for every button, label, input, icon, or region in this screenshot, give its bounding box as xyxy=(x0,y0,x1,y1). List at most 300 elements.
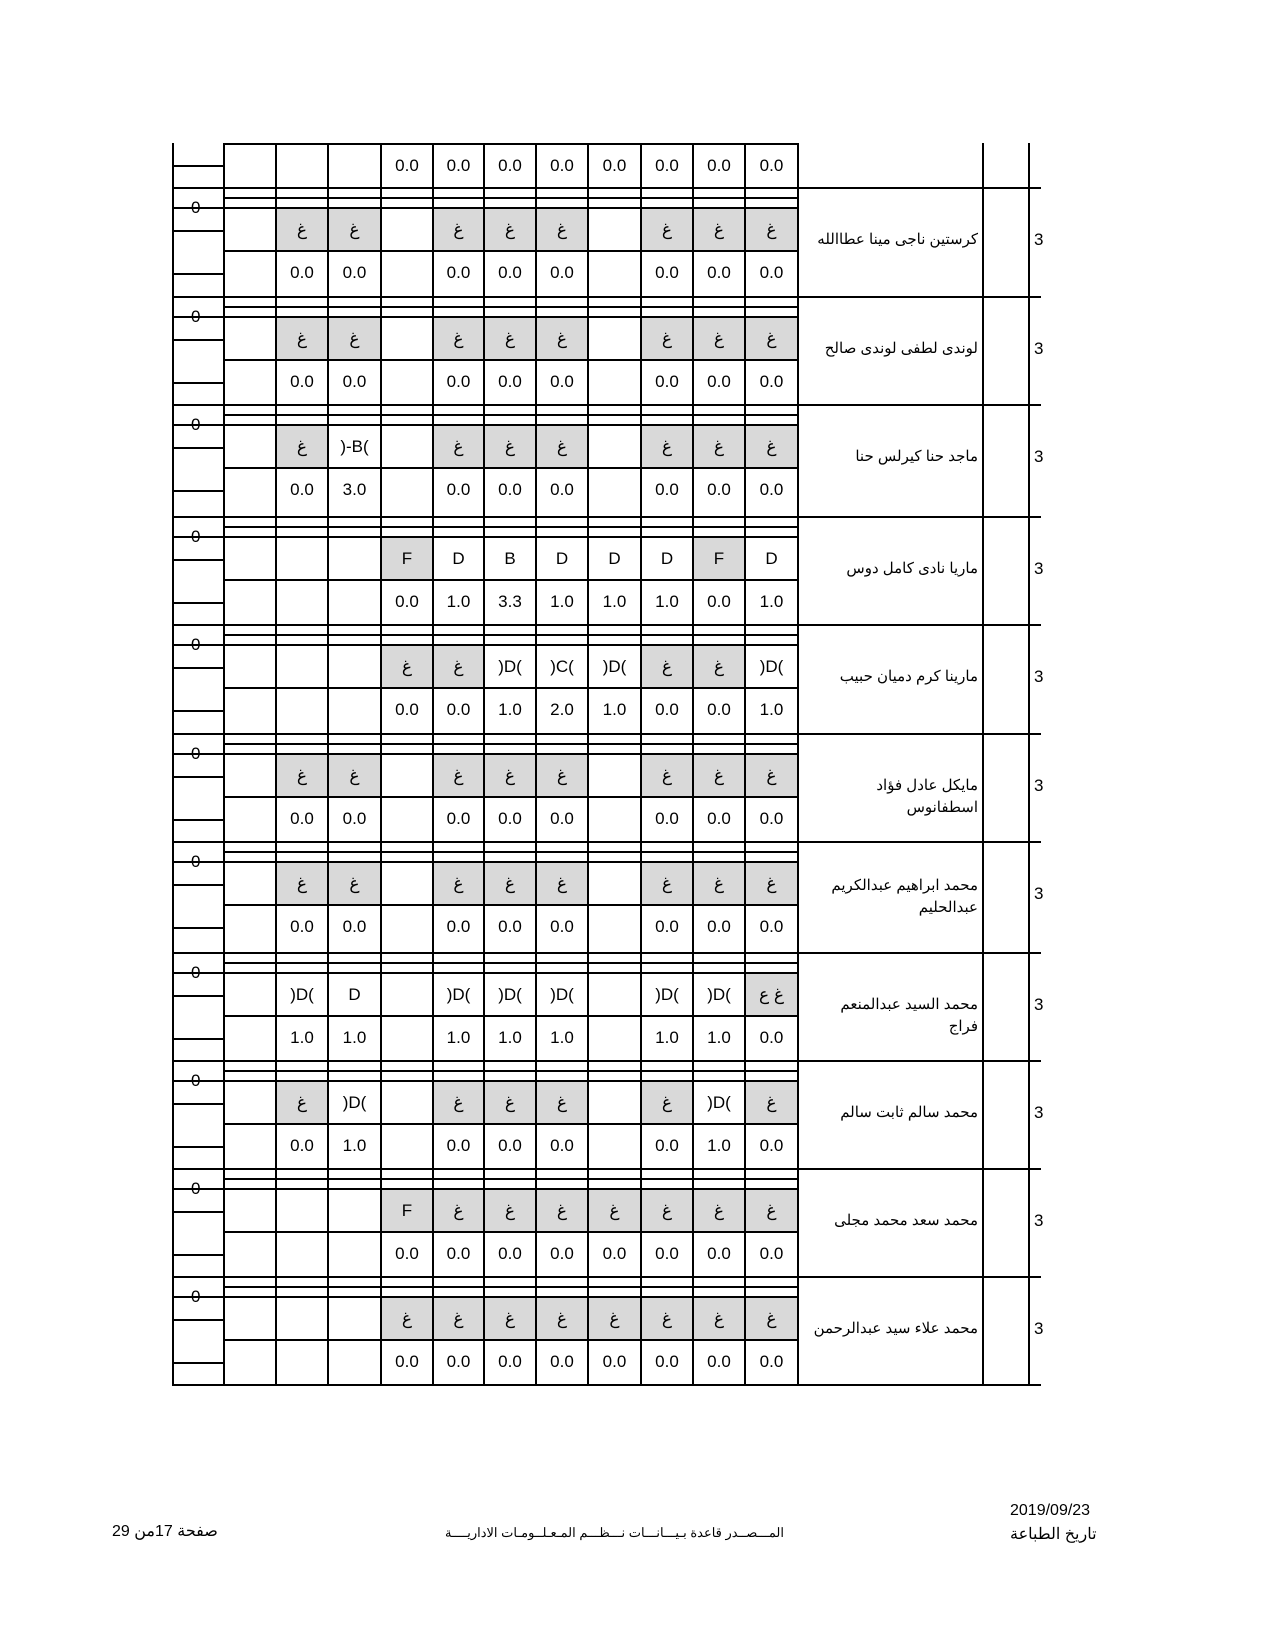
grade-cell: )D( xyxy=(275,972,327,1015)
student-name: مايكل عادل فؤاد اسطفانوس xyxy=(876,777,978,816)
table-hline xyxy=(223,796,797,798)
points-cell: 0.0 xyxy=(483,1123,535,1167)
points-cell: 0.0 xyxy=(275,904,327,948)
points-cell: 0.0 xyxy=(535,1231,587,1275)
points-cell: 0.0 xyxy=(692,359,744,403)
student-name: محمد ابراهيم عبدالكريم عبدالحليم xyxy=(831,877,978,916)
points-cell: 0.0 xyxy=(432,1123,483,1167)
print-date-label: تاريخ الطباعة xyxy=(1010,1526,1097,1543)
grade-cell: غ xyxy=(744,1296,797,1339)
points-cell: 0.0 xyxy=(380,1231,432,1275)
points-cell: 1.0 xyxy=(535,1015,587,1059)
table-hline xyxy=(172,207,223,209)
points-cell: 1.0 xyxy=(275,1015,327,1059)
points-cell: 0.0 xyxy=(744,1123,797,1167)
grade-cell: غ xyxy=(692,316,744,359)
table-cell: 0.0 xyxy=(483,143,535,187)
points-cell: 0.0 xyxy=(483,467,535,511)
grade-cell: غ xyxy=(275,316,327,359)
points-cell: 1.0 xyxy=(744,687,797,731)
table-vline xyxy=(535,143,537,1386)
grade-cell: F xyxy=(380,536,432,579)
table-vline xyxy=(380,143,382,1386)
points-cell: 1.0 xyxy=(587,687,640,731)
points-cell: 0.0 xyxy=(432,904,483,948)
table-vline xyxy=(223,143,225,1386)
student-level: 3 xyxy=(1034,1103,1044,1122)
points-cell: 0.0 xyxy=(692,579,744,623)
grade-cell: غ xyxy=(275,1080,327,1123)
student-level: 3 xyxy=(1034,884,1044,903)
grade-cell: غ xyxy=(692,1188,744,1231)
grade-cell: غ xyxy=(535,1080,587,1123)
grade-cell xyxy=(275,1188,327,1231)
points-cell xyxy=(587,1015,640,1059)
student-level: 3 xyxy=(1034,667,1044,686)
table-hline xyxy=(172,1362,223,1364)
student-level: 3 xyxy=(1034,559,1044,578)
points-cell: 0.0 xyxy=(327,796,380,840)
grade-cell: غ xyxy=(535,861,587,904)
grade-cell xyxy=(587,753,640,796)
block-subline xyxy=(223,306,797,308)
points-cell: 0.0 xyxy=(692,796,744,840)
grade-cell: غ xyxy=(275,753,327,796)
table-vline xyxy=(432,143,434,1386)
points-cell: 0.0 xyxy=(275,796,327,840)
points-cell xyxy=(327,579,380,623)
points-cell: 0.0 xyxy=(432,467,483,511)
table-hline xyxy=(172,1296,223,1298)
points-cell: 3.0 xyxy=(327,467,380,511)
grade-cell: غ xyxy=(535,753,587,796)
points-cell: 0.0 xyxy=(535,359,587,403)
table-vline xyxy=(327,143,329,1386)
points-cell: 0.0 xyxy=(692,1231,744,1275)
table-vline xyxy=(483,143,485,1386)
table-cell: 0.0 xyxy=(640,143,692,187)
points-cell: 0.0 xyxy=(275,1123,327,1167)
block-subline xyxy=(223,1178,797,1180)
points-cell: 0.0 xyxy=(535,250,587,294)
grade-cell: غ xyxy=(640,316,692,359)
points-cell: 0.0 xyxy=(640,1339,692,1383)
points-cell: 1.0 xyxy=(432,579,483,623)
grade-cell: )D( xyxy=(432,972,483,1015)
block-separator xyxy=(172,1060,1041,1062)
student-level: 3 xyxy=(1034,1211,1044,1230)
table-vline xyxy=(275,143,277,1386)
points-cell: 0.0 xyxy=(380,1339,432,1383)
table-hline xyxy=(223,687,797,689)
grade-cell: غ xyxy=(692,753,744,796)
points-cell xyxy=(380,359,432,403)
table-hline xyxy=(172,1103,223,1105)
points-cell: 0.0 xyxy=(692,250,744,294)
grade-cell xyxy=(327,644,380,687)
block-subline xyxy=(223,634,797,636)
grade-cell xyxy=(587,1080,640,1123)
table-left-border xyxy=(172,143,174,1386)
table-vline xyxy=(744,143,746,1386)
table-hline xyxy=(223,1080,797,1082)
grade-cell xyxy=(587,972,640,1015)
grade-cell: غ xyxy=(432,1080,483,1123)
student-name: لوندى لطفى لوندى صالح xyxy=(824,340,978,357)
points-cell: 0.0 xyxy=(744,467,797,511)
student-name: كرستين ناجى مينا عطاالله xyxy=(817,231,978,248)
points-cell: 0.0 xyxy=(275,250,327,294)
table-hline xyxy=(223,753,797,755)
table-hline xyxy=(172,1254,223,1256)
points-cell xyxy=(327,1231,380,1275)
points-cell: 0.0 xyxy=(432,796,483,840)
points-cell: 0.0 xyxy=(275,467,327,511)
grade-cell: غ xyxy=(640,424,692,467)
grade-cell: F xyxy=(692,536,744,579)
grade-cell xyxy=(587,861,640,904)
points-cell: 0.0 xyxy=(744,1231,797,1275)
table-hline xyxy=(223,1188,797,1190)
table-hline xyxy=(223,644,797,646)
points-cell: 0.0 xyxy=(380,687,432,731)
table-vline xyxy=(797,143,799,1386)
student-level: 3 xyxy=(1034,1319,1044,1338)
points-cell: 0.0 xyxy=(744,904,797,948)
grade-cell: غ xyxy=(587,1188,640,1231)
points-cell: 0.0 xyxy=(640,1123,692,1167)
grade-cell: غ xyxy=(483,316,535,359)
grade-cell xyxy=(275,536,327,579)
points-cell: 0.0 xyxy=(640,467,692,511)
points-cell: 0.0 xyxy=(692,467,744,511)
grade-cell: غ xyxy=(692,1296,744,1339)
points-cell xyxy=(587,1123,640,1167)
table-hline xyxy=(172,1319,223,1321)
grade-cell: غ xyxy=(744,316,797,359)
grade-cell: غ xyxy=(327,753,380,796)
points-cell: 0.0 xyxy=(483,796,535,840)
points-cell xyxy=(587,250,640,294)
points-cell: 0.0 xyxy=(640,796,692,840)
points-cell: 1.0 xyxy=(587,579,640,623)
block-separator xyxy=(172,1168,1041,1170)
table-hline xyxy=(223,1015,797,1017)
table-hline xyxy=(172,776,223,778)
grade-cell: غ xyxy=(380,1296,432,1339)
grade-cell: غ xyxy=(744,861,797,904)
table-hline xyxy=(223,316,797,318)
table-hline xyxy=(223,579,797,581)
grade-cell: غ xyxy=(692,644,744,687)
points-cell: 1.0 xyxy=(692,1123,744,1167)
table-hline xyxy=(172,447,223,449)
student-level: 3 xyxy=(1034,447,1044,466)
table-hline xyxy=(172,927,223,929)
table-hline xyxy=(172,861,223,863)
table-hline xyxy=(223,972,797,974)
points-cell: 1.0 xyxy=(327,1123,380,1167)
grade-cell: )D( xyxy=(483,644,535,687)
table-hline xyxy=(223,207,797,209)
table-hline xyxy=(223,861,797,863)
points-cell: 1.0 xyxy=(640,579,692,623)
table-hline xyxy=(172,1080,223,1082)
table-cell: 0.0 xyxy=(380,143,432,187)
grade-cell: غ xyxy=(483,1080,535,1123)
table-hline xyxy=(223,536,797,538)
table-cell: 0.0 xyxy=(692,143,744,187)
grade-cell: غ xyxy=(744,1080,797,1123)
table-hline xyxy=(172,1188,223,1190)
points-cell: 0.0 xyxy=(744,1339,797,1383)
grade-cell: غ xyxy=(640,1080,692,1123)
grade-cell: )D( xyxy=(744,644,797,687)
points-cell: 1.0 xyxy=(535,579,587,623)
points-cell: 0.0 xyxy=(432,1339,483,1383)
grade-cell: غ xyxy=(432,644,483,687)
table-hline xyxy=(223,1231,797,1233)
student-name: محمد سعد محمد مجلى xyxy=(834,1212,978,1229)
table-hline xyxy=(223,359,797,361)
points-cell xyxy=(327,687,380,731)
points-cell: 0.0 xyxy=(483,1339,535,1383)
table-hline xyxy=(172,490,223,492)
grade-cell: غ xyxy=(483,1296,535,1339)
grade-cell: )D( xyxy=(640,972,692,1015)
points-cell: 0.0 xyxy=(692,687,744,731)
grade-cell: غ xyxy=(275,207,327,250)
points-cell: 0.0 xyxy=(535,1339,587,1383)
grade-cell xyxy=(380,316,432,359)
grade-cell: غ xyxy=(432,861,483,904)
points-cell: 0.0 xyxy=(692,904,744,948)
grade-cell: D xyxy=(432,536,483,579)
points-cell: 0.0 xyxy=(535,467,587,511)
points-cell xyxy=(380,1123,432,1167)
student-level: 3 xyxy=(1034,995,1044,1014)
points-cell: 0.0 xyxy=(744,359,797,403)
points-cell: 0.0 xyxy=(275,359,327,403)
block-separator xyxy=(172,952,1041,954)
grade-cell: غ xyxy=(483,861,535,904)
grade-cell: غ xyxy=(380,644,432,687)
student-name: ماريا نادى كامل دوس xyxy=(846,560,978,577)
table-hline xyxy=(223,1296,797,1298)
grade-cell xyxy=(275,1296,327,1339)
points-cell: 1.0 xyxy=(483,687,535,731)
points-cell xyxy=(275,1231,327,1275)
grade-cell: غ xyxy=(640,1296,692,1339)
block-subline xyxy=(223,526,797,528)
block-separator xyxy=(172,516,1041,518)
grade-cell: غ xyxy=(692,207,744,250)
table-hline xyxy=(172,753,223,755)
table-hline xyxy=(172,644,223,646)
grade-cell: )D( xyxy=(327,1080,380,1123)
points-cell xyxy=(587,467,640,511)
print-date: 2019/09/23 xyxy=(1010,1502,1091,1519)
block-subline xyxy=(223,851,797,853)
points-cell: 2.0 xyxy=(535,687,587,731)
points-cell: 0.0 xyxy=(432,687,483,731)
grade-cell xyxy=(380,207,432,250)
points-cell: 0.0 xyxy=(535,796,587,840)
grade-cell: D xyxy=(744,536,797,579)
grade-cell: D xyxy=(327,972,380,1015)
table-hline xyxy=(172,382,223,384)
points-cell: 0.0 xyxy=(483,904,535,948)
block-separator xyxy=(172,624,1041,626)
points-cell: 0.0 xyxy=(692,1339,744,1383)
grade-cell: D xyxy=(535,536,587,579)
table-hline xyxy=(172,424,223,426)
grade-cell: )D( xyxy=(587,644,640,687)
grade-cell: B xyxy=(483,536,535,579)
block-subline xyxy=(223,414,797,416)
points-cell xyxy=(380,796,432,840)
points-cell xyxy=(380,467,432,511)
grade-cell: D xyxy=(640,536,692,579)
table-vline xyxy=(1028,143,1030,1386)
table-hline xyxy=(223,143,797,145)
table-vline xyxy=(692,143,694,1386)
table-cell: 0.0 xyxy=(744,143,797,187)
grade-cell: غ xyxy=(432,1296,483,1339)
points-cell xyxy=(587,359,640,403)
points-cell: 0.0 xyxy=(744,250,797,294)
block-separator xyxy=(172,187,1041,189)
grade-cell: )C( xyxy=(535,644,587,687)
grade-cell: غ xyxy=(692,861,744,904)
table-hline xyxy=(172,1146,223,1148)
grade-cell xyxy=(380,1080,432,1123)
grade-cell: غ xyxy=(535,424,587,467)
grade-cell xyxy=(380,972,432,1015)
table-hline xyxy=(172,602,223,604)
points-cell: 1.0 xyxy=(483,1015,535,1059)
student-level: 3 xyxy=(1034,339,1044,358)
grade-cell xyxy=(380,753,432,796)
table-bottom xyxy=(172,1384,1041,1386)
grade-cell: )D( xyxy=(692,1080,744,1123)
grade-cell: غ xyxy=(483,753,535,796)
points-cell xyxy=(587,796,640,840)
points-cell: 0.0 xyxy=(327,359,380,403)
grade-cell: غ xyxy=(432,207,483,250)
table-hline xyxy=(172,1038,223,1040)
grade-cell xyxy=(275,644,327,687)
points-cell: 0.0 xyxy=(640,250,692,294)
table-hline xyxy=(223,467,797,469)
table-hline xyxy=(172,559,223,561)
grade-cell: غ ع xyxy=(744,972,797,1015)
points-cell: 0.0 xyxy=(483,1231,535,1275)
table-hline xyxy=(172,995,223,997)
points-cell: 0.0 xyxy=(744,796,797,840)
grade-cell: غ xyxy=(483,424,535,467)
block-separator xyxy=(172,733,1041,735)
grade-cell: )-B( xyxy=(327,424,380,467)
points-cell: 1.0 xyxy=(692,1015,744,1059)
points-cell: 0.0 xyxy=(380,579,432,623)
grade-cell: غ xyxy=(432,316,483,359)
points-cell: 1.0 xyxy=(744,579,797,623)
grade-cell: غ xyxy=(535,316,587,359)
points-cell xyxy=(275,579,327,623)
grade-cell: غ xyxy=(640,861,692,904)
grade-cell xyxy=(587,316,640,359)
grade-cell xyxy=(587,207,640,250)
table-hline xyxy=(172,230,223,232)
points-cell: 0.0 xyxy=(432,250,483,294)
grade-cell: غ xyxy=(535,1296,587,1339)
grade-cell: )D( xyxy=(535,972,587,1015)
table-hline xyxy=(223,1339,797,1341)
block-separator xyxy=(172,1276,1041,1278)
points-cell xyxy=(587,904,640,948)
points-cell xyxy=(275,687,327,731)
student-name: محمد سالم ثابت سالم xyxy=(840,1104,978,1121)
grade-cell: غ xyxy=(640,644,692,687)
table-cell: 0.0 xyxy=(587,143,640,187)
table-hline xyxy=(223,250,797,252)
points-cell: 0.0 xyxy=(587,1339,640,1383)
grade-cell: غ xyxy=(640,1188,692,1231)
points-cell xyxy=(275,1339,327,1383)
table-hline xyxy=(172,165,223,167)
table-hline xyxy=(172,536,223,538)
grade-cell: غ xyxy=(744,207,797,250)
points-cell: 0.0 xyxy=(744,1015,797,1059)
grade-cell: غ xyxy=(327,316,380,359)
points-cell: 1.0 xyxy=(327,1015,380,1059)
block-subline xyxy=(223,1070,797,1072)
grade-cell: غ xyxy=(275,861,327,904)
table-vline xyxy=(640,143,642,1386)
table-hline xyxy=(172,884,223,886)
points-cell: 0.0 xyxy=(640,904,692,948)
points-cell: 0.0 xyxy=(327,250,380,294)
grade-cell: غ xyxy=(640,753,692,796)
student-level: 3 xyxy=(1034,230,1044,249)
grade-cell xyxy=(327,536,380,579)
student-level: 3 xyxy=(1034,776,1044,795)
table-hline xyxy=(172,972,223,974)
grade-cell: غ xyxy=(275,424,327,467)
block-subline xyxy=(223,962,797,964)
points-cell: 0.0 xyxy=(483,250,535,294)
points-cell xyxy=(380,904,432,948)
table-cell: 0.0 xyxy=(432,143,483,187)
points-cell: 0.0 xyxy=(587,1231,640,1275)
block-separator xyxy=(172,404,1041,406)
points-cell: 0.0 xyxy=(640,359,692,403)
points-cell xyxy=(380,1015,432,1059)
table-hline xyxy=(172,710,223,712)
grade-cell: غ xyxy=(327,207,380,250)
points-cell: 0.0 xyxy=(640,687,692,731)
block-separator xyxy=(172,296,1041,298)
block-subline xyxy=(223,197,797,199)
grade-cell: F xyxy=(380,1188,432,1231)
grade-cell: غ xyxy=(483,1188,535,1231)
points-cell: 0.0 xyxy=(535,1123,587,1167)
grade-cell: غ xyxy=(327,861,380,904)
grade-cell xyxy=(327,1188,380,1231)
student-name: محمد علاء سيد عبدالرحمن xyxy=(813,1320,978,1337)
grade-cell: غ xyxy=(744,753,797,796)
